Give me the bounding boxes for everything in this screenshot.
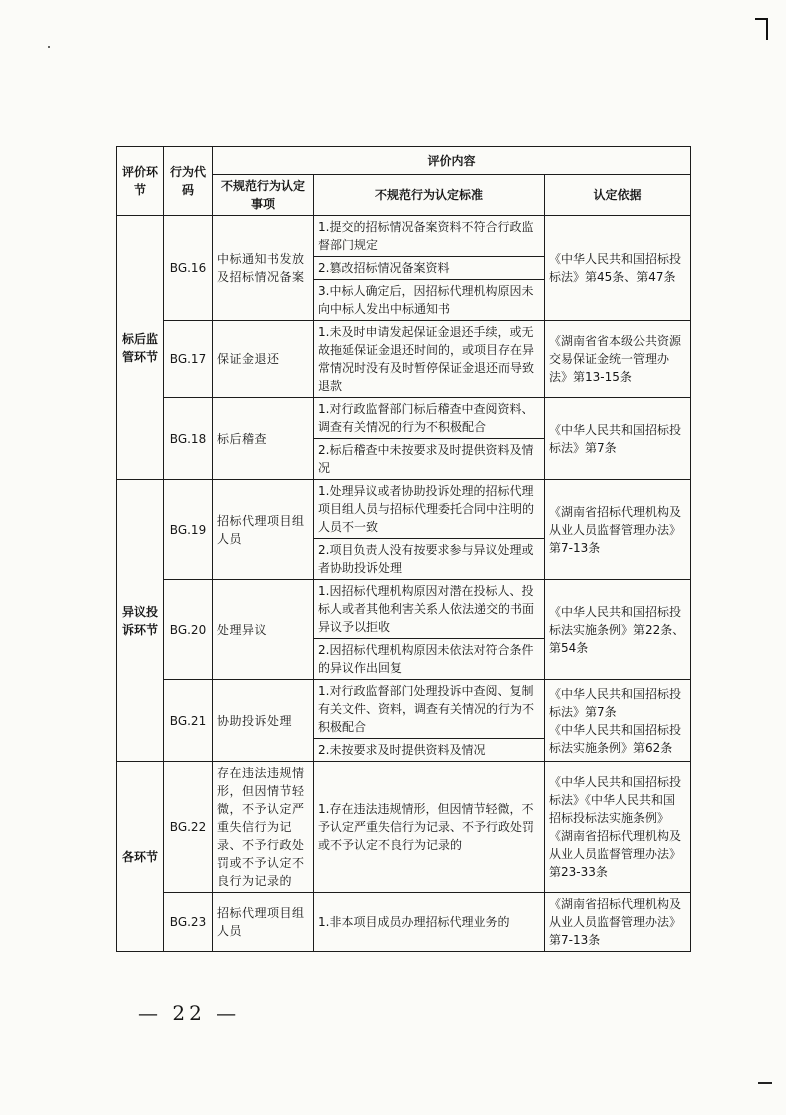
- code-cell: BG.20: [164, 580, 213, 680]
- basis-text: 《中华人民共和国招标投标法》第7条: [549, 422, 682, 455]
- basis-cell: [545, 762, 691, 893]
- standard-cell: 1.处理异议或者协助投诉处理的招标代理项目组人员与招标代理委托合同中注明的人员不一致: [314, 480, 545, 539]
- table-row: [117, 321, 691, 398]
- header-stage: 评价环节: [117, 147, 164, 216]
- scan-speck: [48, 46, 50, 48]
- standard-cell: 1.因招标代理机构原因对潜在投标人、投标人或者其他利害关系人依法递交的书面异议予以拒收: [314, 580, 545, 639]
- item-cell: 协助投诉处理: [213, 680, 314, 762]
- header-standard: 不规范行为认定标准: [314, 175, 545, 216]
- header-basis: 认定依据: [545, 175, 691, 216]
- basis-cell: [545, 680, 691, 762]
- basis-cell: [545, 580, 691, 680]
- item-cell: 招标代理项目组人员: [213, 480, 314, 580]
- basis-text: 《湖南省招标代理机构及从业人员监督管理办法》第7-13条: [549, 897, 682, 947]
- table-row: [117, 398, 691, 439]
- table-row: [117, 480, 691, 539]
- table-row: [117, 680, 691, 739]
- basis-text: 《中华人民共和国招标投标法实施条例》第22条、第54条: [549, 604, 685, 655]
- code-cell: BG.21: [164, 680, 213, 762]
- standard-cell: 1.存在违法违规情形，但因情节轻微，不予认定严重失信行为记录、不予行政处罚或不予认定不良行为记录的: [314, 762, 545, 893]
- standard-cell: 3.中标人确定后，因招标代理机构原因未向中标人发出中标通知书: [314, 280, 545, 321]
- standard-cell: 2.篡改招标情况备案资料: [314, 257, 545, 280]
- basis-text: 《中华人民共和国招标投标法实施条例》第62条: [549, 722, 682, 755]
- standard-cell: 2.未按要求及时提供资料及情况: [314, 739, 545, 762]
- stage-cell: 各环节: [117, 762, 164, 952]
- code-cell: BG.18: [164, 398, 213, 480]
- header-item: 不规范行为认定事项: [213, 175, 314, 216]
- basis-text: 《中华人民共和国招标投标法》第7条: [549, 686, 682, 719]
- header-code: 行为代码: [164, 147, 213, 216]
- item-cell: 保证金退还: [213, 321, 314, 398]
- code-cell: BG.22: [164, 762, 213, 893]
- basis-cell: [545, 216, 691, 321]
- code-cell: BG.19: [164, 480, 213, 580]
- standard-cell: 1.提交的招标情况备案资料不符合行政监督部门规定: [314, 216, 545, 257]
- standard-cell: 1.对行政监督部门标后稽查中查阅资料、调查有关情况的行为不积极配合: [314, 398, 545, 439]
- table-row: [117, 216, 691, 257]
- item-cell: 中标通知书发放及招标情况备案: [213, 216, 314, 321]
- code-cell: BG.23: [164, 893, 213, 952]
- basis-text: 《湖南省省本级公共资源交易保证金统一管理办法》第13-15条: [549, 334, 682, 384]
- evaluation-table: [116, 146, 691, 952]
- item-cell: 标后稽查: [213, 398, 314, 480]
- stage-cell: 标后监管环节: [117, 216, 164, 480]
- table-row: [117, 893, 691, 952]
- stage-cell: 异议投诉环节: [117, 480, 164, 762]
- standard-cell: 1.对行政监督部门处理投诉中查阅、复制有关文件、资料，调查有关情况的行为不积极配合: [314, 680, 545, 739]
- table-body: [117, 216, 691, 952]
- corner-mark-top-right: [755, 18, 768, 40]
- basis-text: 《湖南省招标代理机构及从业人员监督管理办法》第7-13条: [549, 504, 682, 555]
- standard-cell: 2.标后稽查中未按要求及时提供资料及情况: [314, 439, 545, 480]
- basis-text: 《中华人民共和国招标投标法》《中华人民共和国招标投标法实施条例》《湖南省招标代理机构及从业人员监督管理办法》第23-33条: [549, 775, 682, 879]
- basis-cell: [545, 321, 691, 398]
- item-cell: 招标代理项目组人员: [213, 893, 314, 952]
- standard-cell: 2.项目负责人没有按要求参与异议处理或者协助投诉处理: [314, 539, 545, 580]
- item-cell: 处理异议: [213, 580, 314, 680]
- code-cell: BG.17: [164, 321, 213, 398]
- basis-cell: [545, 893, 691, 952]
- standard-cell: 1.未及时申请发起保证金退还手续，或无故拖延保证金退还时间的，或项目存在异常情况时没有及时暂停保证金退还而导致退款: [314, 321, 545, 398]
- basis-text: 《中华人民共和国招标投标法》第45条、第47条: [549, 252, 682, 284]
- code-cell: BG.16: [164, 216, 213, 321]
- table-row: [117, 762, 691, 893]
- basis-cell: [545, 480, 691, 580]
- standard-cell: 2.因招标代理机构原因未依法对符合条件的异议作出回复: [314, 639, 545, 680]
- header-content: 评价内容: [213, 147, 691, 175]
- standard-cell: 1.非本项目成员办理招标代理业务的: [314, 893, 545, 952]
- item-cell: 存在违法违规情形，但因情节轻微，不予认定严重失信行为记录、不予行政处罚或不予认定不良行为记录的: [213, 762, 314, 893]
- page-number: — 22 —: [138, 1001, 241, 1025]
- basis-cell: [545, 398, 691, 480]
- table-row: [117, 580, 691, 639]
- corner-mark-bottom-right: [758, 1082, 772, 1084]
